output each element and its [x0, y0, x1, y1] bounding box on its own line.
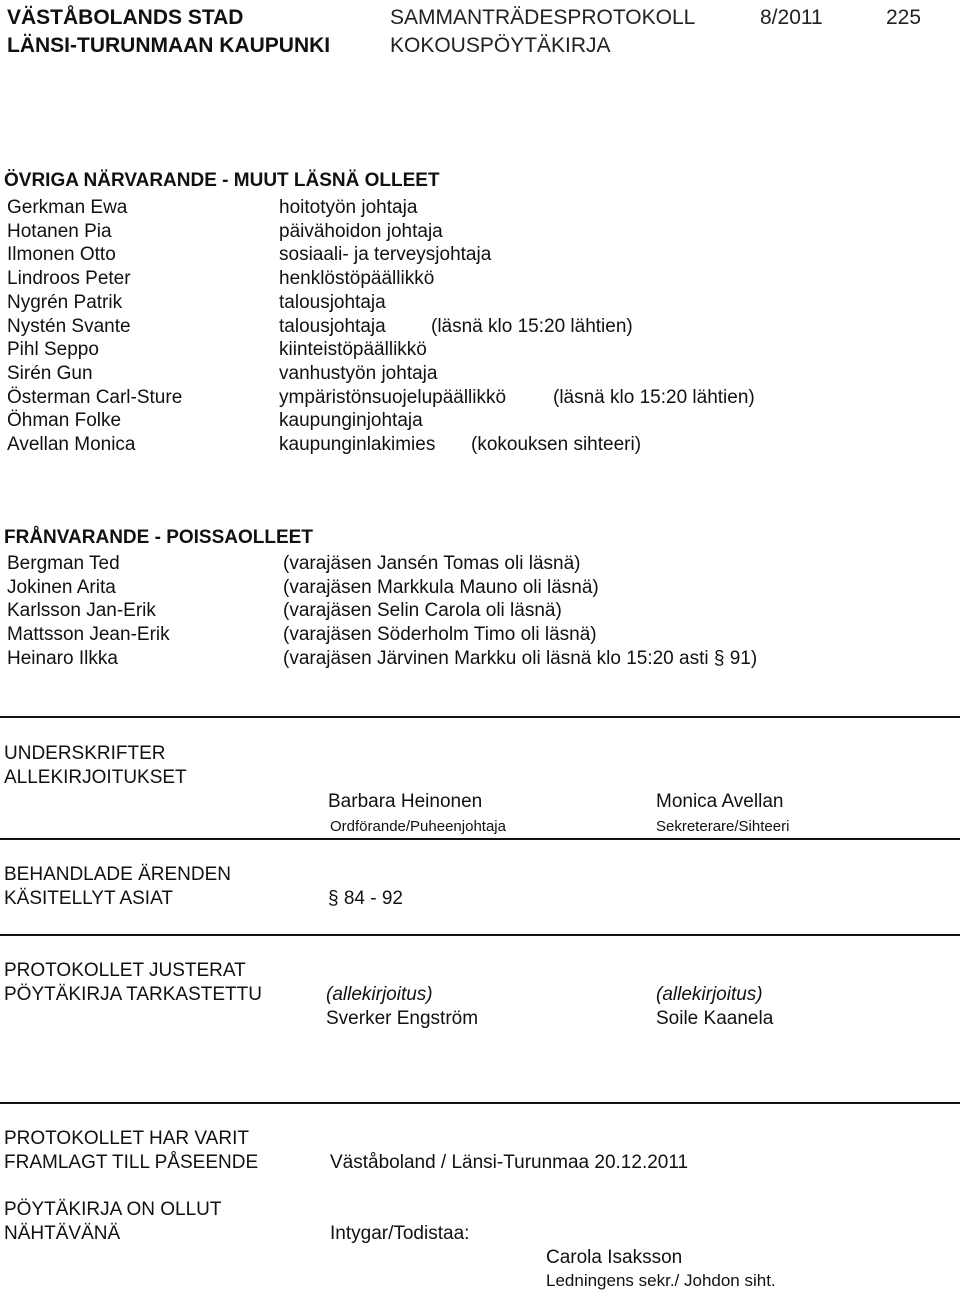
present-row — [7, 267, 947, 291]
verifier-right-name: Soile Kaanela — [656, 1008, 774, 1029]
presence-note: (kokouksen sihteeri) — [471, 434, 642, 455]
person-role: talousjohtaja — [279, 315, 386, 337]
signatures-label-sv: UNDERSKRIFTER — [4, 743, 166, 764]
present-row — [7, 362, 947, 386]
secretary-title: Sekreterare/Sihteeri — [656, 818, 790, 835]
person-name: Heinaro Ilkka — [7, 647, 118, 669]
verified-label-sv: PROTOKOLLET JUSTERAT — [4, 960, 246, 981]
displayed-label-fi-1: PÖYTÄKIRJA ON OLLUT — [4, 1199, 222, 1220]
person-name: Nystén Svante — [7, 315, 131, 337]
present-row — [7, 409, 947, 433]
doc-type-sv: SAMMANTRÄDESPROTOKOLL — [390, 6, 696, 29]
presence-note: (läsnä klo 15:20 lähtien) — [553, 386, 755, 408]
person-name: Jokinen Arita — [7, 576, 116, 598]
person-name: Gerkman Ewa — [7, 197, 128, 218]
absent-row — [7, 599, 947, 623]
substitute-note: (varajäsen Jansén Tomas oli läsnä) — [283, 553, 581, 574]
person-name: Bergman Ted — [7, 553, 120, 574]
absent-row — [7, 552, 947, 576]
verified-label-fi: PÖYTÄKIRJA TARKASTETTU — [4, 984, 262, 1005]
divider — [0, 838, 960, 840]
matters-value: § 84 - 92 — [328, 888, 403, 909]
displayed-label-sv-1: PROTOKOLLET HAR VARIT — [4, 1128, 249, 1149]
place-date: Väståboland / Länsi-Turunmaa 20.12.2011 — [330, 1152, 689, 1173]
displayed-label-fi-2: NÄHTÄVÄNÄ — [4, 1223, 121, 1244]
person-role: kaupunginjohtaja — [279, 410, 423, 432]
person-name: Nygrén Patrik — [7, 291, 123, 313]
person-name: Karlsson Jan-Erik — [7, 600, 156, 622]
verifier-right-signature: (allekirjoitus) — [656, 984, 763, 1005]
person-role: talousjohtaja — [279, 291, 386, 313]
verifier-left-signature: (allekirjoitus) — [326, 984, 433, 1005]
page-number: 225 — [886, 6, 922, 29]
issue-number: 8/2011 — [760, 6, 823, 29]
person-name: Öhman Folke — [7, 410, 122, 432]
person-role: kaupunginlakimies — [279, 434, 436, 455]
person-name: Pihl Seppo — [7, 339, 99, 361]
substitute-note: (varajäsen Markkula Mauno oli läsnä) — [283, 576, 599, 598]
person-role: hoitotyön johtaja — [279, 197, 418, 218]
person-role: henklöstöpäällikkö — [279, 268, 435, 290]
certifier-title: Ledningens sekr./ Johdon siht. — [546, 1271, 776, 1290]
divider — [0, 716, 960, 718]
present-row — [7, 196, 947, 220]
person-role: päivähoidon johtaja — [279, 220, 443, 242]
chair-title: Ordförande/Puheenjohtaja — [330, 818, 506, 835]
present-row — [7, 243, 947, 267]
present-row — [7, 338, 947, 362]
doc-type-fi: KOKOUSPÖYTÄKIRJA — [390, 34, 611, 57]
secretary-name: Monica Avellan — [656, 791, 784, 812]
present-row — [7, 433, 947, 457]
present-row — [7, 386, 947, 410]
person-name: Hotanen Pia — [7, 220, 112, 242]
org-name-sv: VÄSTÅBOLANDS STAD — [7, 6, 244, 29]
divider — [0, 934, 960, 936]
certify-label: Intygar/Todistaa: — [330, 1223, 470, 1244]
absent-row — [7, 647, 947, 671]
present-row — [7, 315, 947, 339]
person-name: Sirén Gun — [7, 362, 93, 384]
person-name: Lindroos Peter — [7, 268, 131, 290]
substitute-note: (varajäsen Selin Carola oli läsnä) — [283, 600, 562, 622]
person-role: vanhustyön johtaja — [279, 362, 438, 384]
present-row — [7, 220, 947, 244]
absent-section-title: FRÅNVARANDE - POISSAOLLEET — [4, 527, 313, 548]
person-name: Österman Carl-Sture — [7, 386, 183, 408]
substitute-note: (varajäsen Söderholm Timo oli läsnä) — [283, 624, 597, 646]
person-role: ympäristönsuojelupäällikkö — [279, 386, 507, 408]
substitute-note: (varajäsen Järvinen Markku oli läsnä klo 15:20 asti § 91) — [283, 647, 758, 669]
present-section-title: ÖVRIGA NÄRVARANDE - MUUT LÄSNÄ OLLEET — [4, 170, 440, 191]
person-role: kiinteistöpäällikkö — [279, 339, 427, 361]
person-name: Ilmonen Otto — [7, 244, 116, 266]
absent-row — [7, 576, 947, 600]
presence-note: (läsnä klo 15:20 lähtien) — [431, 315, 633, 337]
divider — [0, 1102, 960, 1104]
matters-label-sv: BEHANDLADE ÄRENDEN — [4, 864, 231, 885]
chair-name: Barbara Heinonen — [328, 791, 483, 812]
person-name: Avellan Monica — [7, 434, 136, 455]
present-row — [7, 291, 947, 315]
signatures-label-fi: ALLEKIRJOITUKSET — [4, 767, 187, 788]
displayed-label-sv-2: FRAMLAGT TILL PÅSEENDE — [4, 1152, 259, 1173]
absent-row — [7, 623, 947, 647]
person-name: Mattsson Jean-Erik — [7, 624, 170, 646]
matters-label-fi: KÄSITELLYT ASIAT — [4, 888, 173, 909]
org-name-fi: LÄNSI-TURUNMAAN KAUPUNKI — [7, 34, 331, 57]
person-role: sosiaali- ja terveysjohtaja — [279, 244, 492, 266]
certifier-name: Carola Isaksson — [546, 1247, 683, 1268]
verifier-left-name: Sverker Engström — [326, 1008, 479, 1029]
